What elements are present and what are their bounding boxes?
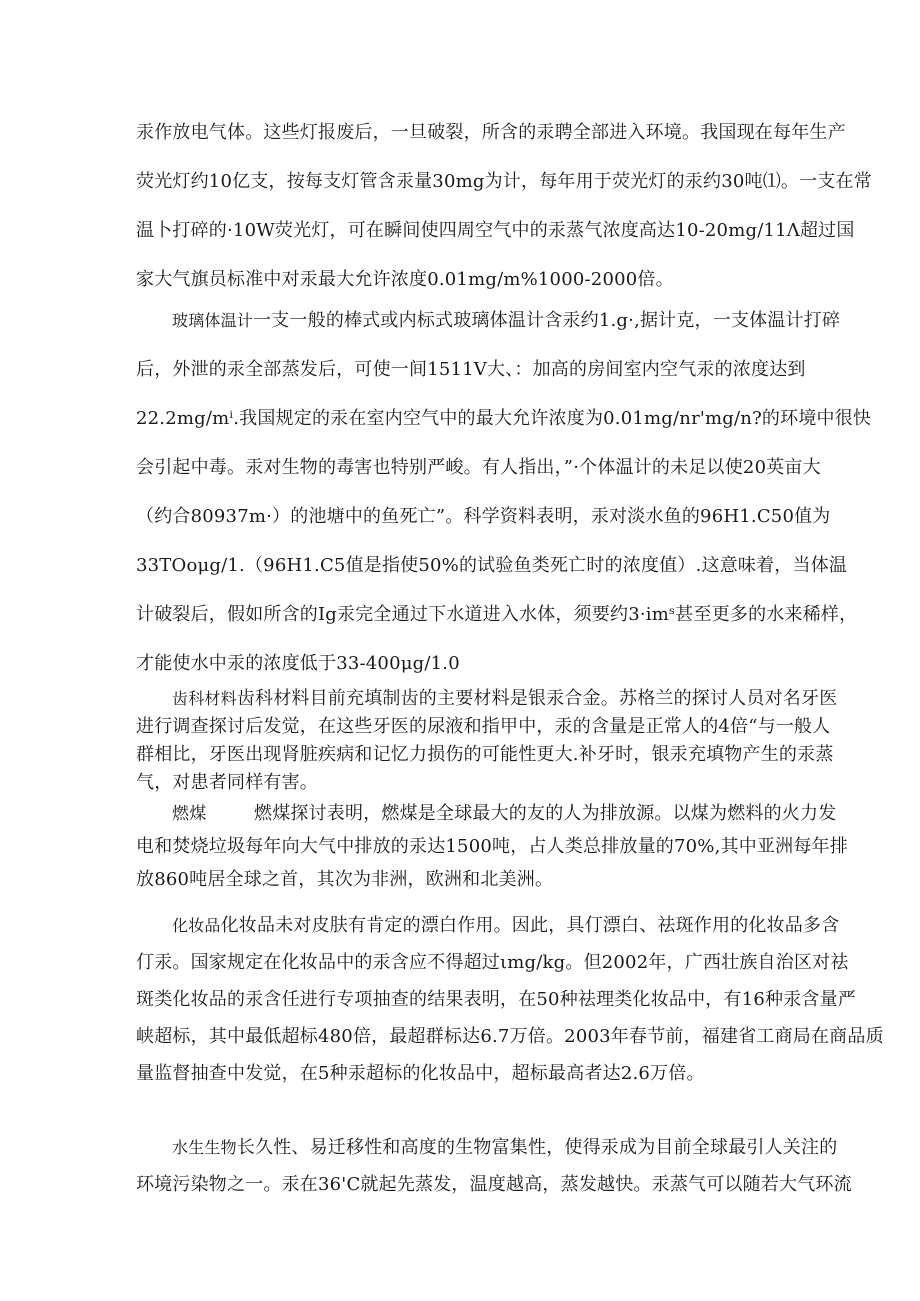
paragraph-thermometer [136, 306, 872, 698]
section-heading: 化妆品 [172, 916, 221, 935]
section-heading: 齿科材料 [172, 689, 237, 708]
section-heading: 水生生物 [172, 1138, 237, 1157]
text-line: 群相比，牙医出现肾脏疾病和记忆力损伤的可能性更大.补牙时，银汞充填物产生的汞蒸 [136, 744, 834, 765]
section-heading: 玻璃体温计 [172, 311, 254, 330]
text-line: 斑类化妆品的汞含任进行专项抽查的结果表明，在50种祛理类化妆品中，有16种汞含量严 [136, 989, 857, 1010]
paragraph-dental-material [136, 685, 838, 797]
text-line: 水生生物长久性、易迁移性和高度的生物富集性，使得汞成为目前全球最引人关注的 [172, 1137, 838, 1158]
text-line: 齿科材料齿科材料目前充填制齿的主要材料是银汞合金。苏格兰的探讨人员对名牙医 [172, 688, 838, 709]
text-line: 电和焚烧垃圾每年向大气中排放的汞达1500吨，占人类总排放量的70%,其中亚洲每年排 [136, 836, 848, 857]
text-line: 量监督抽查中发觉，在5种汞超标的化妆品中，超标最高者达2.6万倍。 [136, 1063, 705, 1084]
text-line: 仃汞。国家规定在化妆品中的汞含应不得超过ιmg∕kg。但2002年，广西壮族自治区对祛 [136, 952, 849, 973]
text-line: 汞作放电气体。这些灯报废后，一旦破裂，所含的汞聘全部进入环境。我国现在每年生产 [136, 122, 846, 143]
paragraph-aquatic-life [136, 1133, 852, 1207]
text-line: 荧光灯约10亿支，按每支灯管含汞量30mg为计，每年用于荧光灯的汞约30吨⑴。一支在常 [136, 171, 872, 192]
text-line: 环境污染物之一。汞在36'C就起先蒸发，温度越高，蒸发越快。汞蒸气可以随若大气环流 [136, 1174, 852, 1195]
text-line: 燃煤 燃煤探讨表明，燃煤是全球最大的友的人为排放源。以煤为燃料的火力发 [136, 799, 796, 832]
text-line: 计破裂后，假如所含的Ig汞完全通过下水道进入水体，须要约3·imˢ甚至更多的水来稀样， [136, 604, 858, 625]
section-heading: 燃煤 [172, 804, 207, 824]
text-line: 家大气旗员标准中对汞最大允许浓度0.01mg∕m%1000-2000倍。 [136, 269, 674, 290]
paragraph-fluorescent-lamp [136, 118, 872, 314]
paragraph-cosmetics [136, 911, 884, 1096]
text-line: 峡超标，其中最低超标480倍，最超群标达6.7万倍。2003年春节前，福建省工商局在商品质 [136, 1026, 884, 1047]
text-line: 化妆品化妆品未对皮肤有肯定的漂白作用。因此，具仃漂白、祛斑作用的化妆品多含 [172, 915, 840, 936]
text-line: 33TOoμg∕1.（96H1.C5值是指使50%的试验鱼类死亡时的浓度值）.这意味着，当体温 [136, 555, 848, 576]
text-line: 22.2mg∕mⁱ.我国规定的汞在室内空气中的最大允许浓度为0.01mg/nr'mg/n?的环境中很快 [136, 408, 872, 429]
text-line: 玻璃体温计一支一般的棒式或内标式玻璃体温计含汞约1.g·,据计克，一支体温计打碎 [172, 310, 841, 331]
text-line: 进行调查探讨后发觉，在这些牙医的尿液和指甲中，汞的含量是正常人的4倍“与一般人 [136, 716, 831, 737]
text-line: 才能使水中汞的浓度低于33-400μg∕1.0 [136, 653, 460, 674]
text-line: 会引起中毒。汞对生物的毒害也特别严峻。有人指出，”·个体温计的未足以使20英亩大 [136, 457, 821, 478]
text-line: 温卜打碎的·10W荧光灯，可在瞬间使四周空气中的汞蒸气浓度高达10-20mg∕11Λ超过国 [136, 220, 855, 241]
text-line: 后，外泄的汞全部蒸发后，可使一间1511V大、：加高的房间室内空气汞的浓度达到 [136, 359, 806, 380]
paragraph-coal [136, 799, 848, 898]
text-line: （约合80937m·）的池塘中的鱼死亡”。科学资料表明，汞对淡水鱼的96H1.C50值为 [136, 506, 831, 527]
text-line: 气，对患者同样有害。 [136, 772, 318, 793]
text-line: 放860吨居全球之首，其次为非洲，欧洲和北美洲。 [136, 869, 554, 890]
